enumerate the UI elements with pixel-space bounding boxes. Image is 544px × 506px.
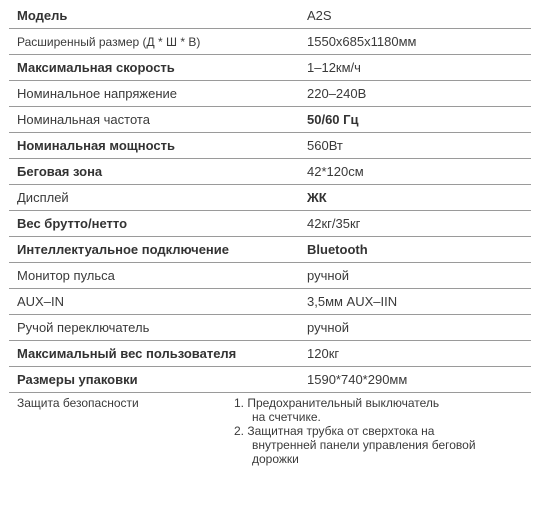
spec-table xyxy=(9,3,531,393)
table-row xyxy=(9,341,531,367)
safety-item-2-continuation: внутренней панели управления беговой дорожки xyxy=(252,438,476,466)
spec-value-weight: 42кг/35кг xyxy=(305,211,531,237)
spec-value-voltage: 220–240В xyxy=(305,81,531,107)
safety-label: Защита безопасности xyxy=(17,396,139,410)
spec-label-connectivity: Интеллектуальное подключение xyxy=(9,237,305,263)
spec-label-model: Модель xyxy=(9,3,305,29)
table-row xyxy=(9,367,531,393)
spec-label-switch: Ручой переключатель xyxy=(9,315,305,341)
spec-value-package-size: 1590*740*290мм xyxy=(305,367,531,393)
spec-label-dimensions: Расширенный размер (Д * Ш * В) xyxy=(9,29,305,55)
spec-value-power: 560Вт xyxy=(305,133,531,159)
spec-label-pulse-monitor: Монитор пульса xyxy=(9,263,305,289)
table-row xyxy=(9,315,531,341)
safety-item-2-first-line: 2. Защитная трубка от сверхтока на xyxy=(234,424,435,438)
spec-value-max-user-weight: 120кг xyxy=(305,341,531,367)
spec-label-running-area: Беговая зона xyxy=(9,159,305,185)
spec-value-pulse-monitor: ручной xyxy=(305,263,531,289)
spec-value-display: ЖК xyxy=(305,185,531,211)
spec-value-model: A2S xyxy=(305,3,531,29)
spec-label-aux-in: AUX–IN xyxy=(9,289,305,315)
safety-item-1-first-line: 1. Предохранительный выключатель xyxy=(234,396,440,410)
safety-list xyxy=(234,396,524,466)
spec-value-aux-in: 3,5мм AUX–IIN xyxy=(305,289,531,315)
spec-label-max-user-weight: Максимальный вес пользователя xyxy=(9,341,305,367)
table-row xyxy=(9,107,531,133)
spec-value-dimensions: 1550x685x1180мм xyxy=(305,29,531,55)
list-item xyxy=(234,396,524,424)
table-row xyxy=(9,55,531,81)
table-row xyxy=(9,81,531,107)
table-row xyxy=(9,289,531,315)
table-row xyxy=(9,263,531,289)
spec-label-power: Номинальная мощность xyxy=(9,133,305,159)
spec-label-weight: Вес брутто/нетто xyxy=(9,211,305,237)
safety-item-1-continuation: на счетчике. xyxy=(252,410,321,424)
spec-label-voltage: Номинальное напряжение xyxy=(9,81,305,107)
spec-label-display: Дисплей xyxy=(9,185,305,211)
spec-value-max-speed: 1–12км/ч xyxy=(305,55,531,81)
spec-value-connectivity: Bluetooth xyxy=(305,237,531,263)
table-row xyxy=(9,185,531,211)
table-row xyxy=(9,237,531,263)
table-row xyxy=(9,3,531,29)
spec-label-frequency: Номинальная частота xyxy=(9,107,305,133)
spec-label-max-speed: Максимальная скорость xyxy=(9,55,305,81)
table-row xyxy=(9,211,531,237)
list-item xyxy=(234,424,524,466)
table-row xyxy=(9,133,531,159)
spec-value-running-area: 42*120см xyxy=(305,159,531,185)
table-row xyxy=(9,159,531,185)
spec-value-switch: ручной xyxy=(305,315,531,341)
spec-value-frequency: 50/60 Гц xyxy=(305,107,531,133)
spec-label-package-size: Размеры упаковки xyxy=(9,367,305,393)
table-row xyxy=(9,29,531,55)
